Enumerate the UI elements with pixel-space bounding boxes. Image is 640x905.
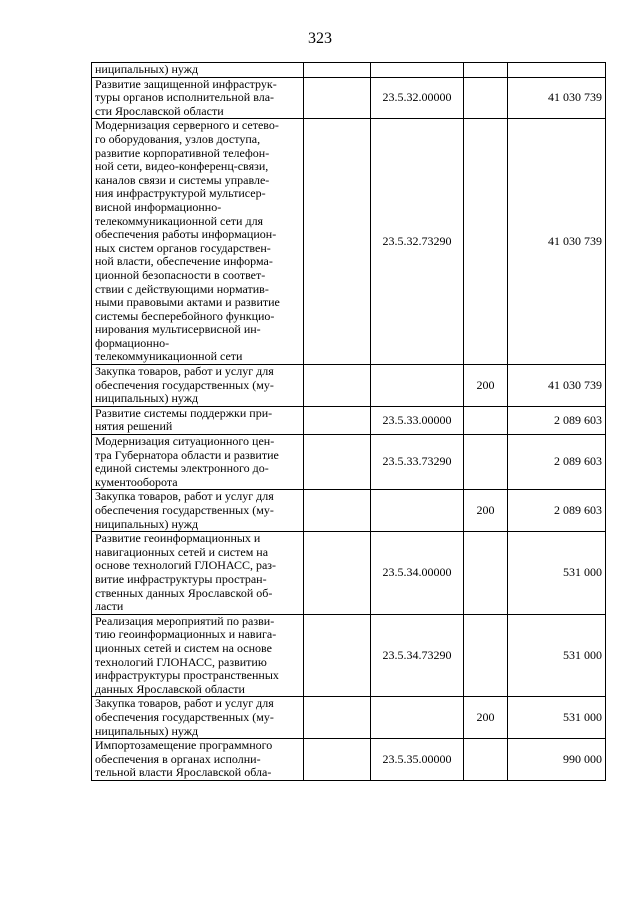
row-name: Модернизация ситуационного цен- тра Губернатора области и развитие единой системы электронного до- кументооборота — [92, 435, 304, 490]
row-type: 200 — [464, 365, 508, 407]
row-extra — [304, 435, 371, 490]
row-code: 23.5.32.00000 — [371, 77, 464, 119]
row-name: Развитие защищенной инфраструк- туры органов исполнительной вла- сти Ярославской области — [92, 77, 304, 119]
table-row — [92, 63, 606, 78]
row-code: 23.5.33.73290 — [371, 435, 464, 490]
row-amount: 531 000 — [508, 614, 606, 697]
row-type — [464, 532, 508, 615]
row-extra — [304, 490, 371, 532]
row-code: 23.5.35.00000 — [371, 739, 464, 781]
row-extra — [304, 697, 371, 739]
budget-table — [91, 62, 606, 781]
row-type — [464, 119, 508, 365]
row-amount: 41 030 739 — [508, 77, 606, 119]
row-amount: 2 089 603 — [508, 490, 606, 532]
row-amount: 2 089 603 — [508, 406, 606, 434]
table-row — [92, 739, 606, 781]
row-extra — [304, 532, 371, 615]
row-name: Закупка товаров, работ и услуг для обеспечения государственных (му- ниципальных) нужд — [92, 697, 304, 739]
table-row — [92, 614, 606, 697]
row-name: Реализация мероприятий по разви- тию геоинформационных и навига- ционных сетей и систем на основе технологий ГЛОНАСС, развитию инфраструктуры пространственных данных Ярославской области — [92, 614, 304, 697]
row-extra — [304, 119, 371, 365]
row-name: Импортозамещение программного обеспечения в органах исполни- тельной власти Ярославской обла- — [92, 739, 304, 781]
row-extra — [304, 406, 371, 434]
row-code — [371, 697, 464, 739]
row-type — [464, 77, 508, 119]
row-code: 23.5.32.73290 — [371, 119, 464, 365]
row-type: 200 — [464, 697, 508, 739]
row-name: Модернизация серверного и сетево- го оборудования, узлов доступа, развитие корпоративной телефон- ной сети, видео-конференц-связи, каналов связи и системы управле- ния инфраструктурой мультисер- висной информационно- телекоммуникационной сети для обеспечения работы информацион- ных систем органов государствен- ной власти, обеспечение информа- ционной безопасности в соответ- ствии с действующими норматив- ными правовыми актами и развитие системы бесперебойного функцио- нирования мультисервисной ин- формационно- телекоммуникационной сети — [92, 119, 304, 365]
table-row — [92, 697, 606, 739]
row-code — [371, 365, 464, 407]
row-type — [464, 63, 508, 78]
table-row — [92, 435, 606, 490]
row-type: 200 — [464, 490, 508, 532]
row-code — [371, 490, 464, 532]
row-extra — [304, 63, 371, 78]
table-row — [92, 77, 606, 119]
table-row — [92, 119, 606, 365]
row-code — [371, 63, 464, 78]
row-code: 23.5.34.00000 — [371, 532, 464, 615]
row-amount: 531 000 — [508, 532, 606, 615]
row-amount: 41 030 739 — [508, 365, 606, 407]
table-row — [92, 406, 606, 434]
row-name: Развитие геоинформационных и навигационных сетей и систем на основе технологий ГЛОНАСС, раз- витие инфраструктуры простран- ственных данных Ярославской об- ласти — [92, 532, 304, 615]
row-amount — [508, 63, 606, 78]
row-code: 23.5.33.00000 — [371, 406, 464, 434]
table-row — [92, 490, 606, 532]
row-amount: 990 000 — [508, 739, 606, 781]
row-extra — [304, 614, 371, 697]
row-extra — [304, 365, 371, 407]
row-name: Развитие системы поддержки при- нятия решений — [92, 406, 304, 434]
row-code: 23.5.34.73290 — [371, 614, 464, 697]
row-amount: 531 000 — [508, 697, 606, 739]
row-extra — [304, 739, 371, 781]
row-amount: 41 030 739 — [508, 119, 606, 365]
row-type — [464, 614, 508, 697]
row-type — [464, 406, 508, 434]
row-name: ниципальных) нужд — [92, 63, 304, 78]
table-row — [92, 365, 606, 407]
row-type — [464, 739, 508, 781]
page-number: 323 — [308, 30, 332, 47]
row-name: Закупка товаров, работ и услуг для обеспечения государственных (му- ниципальных) нужд — [92, 365, 304, 407]
row-extra — [304, 77, 371, 119]
row-name: Закупка товаров, работ и услуг для обеспечения государственных (му- ниципальных) нужд — [92, 490, 304, 532]
table-row — [92, 532, 606, 615]
row-type — [464, 435, 508, 490]
row-amount: 2 089 603 — [508, 435, 606, 490]
